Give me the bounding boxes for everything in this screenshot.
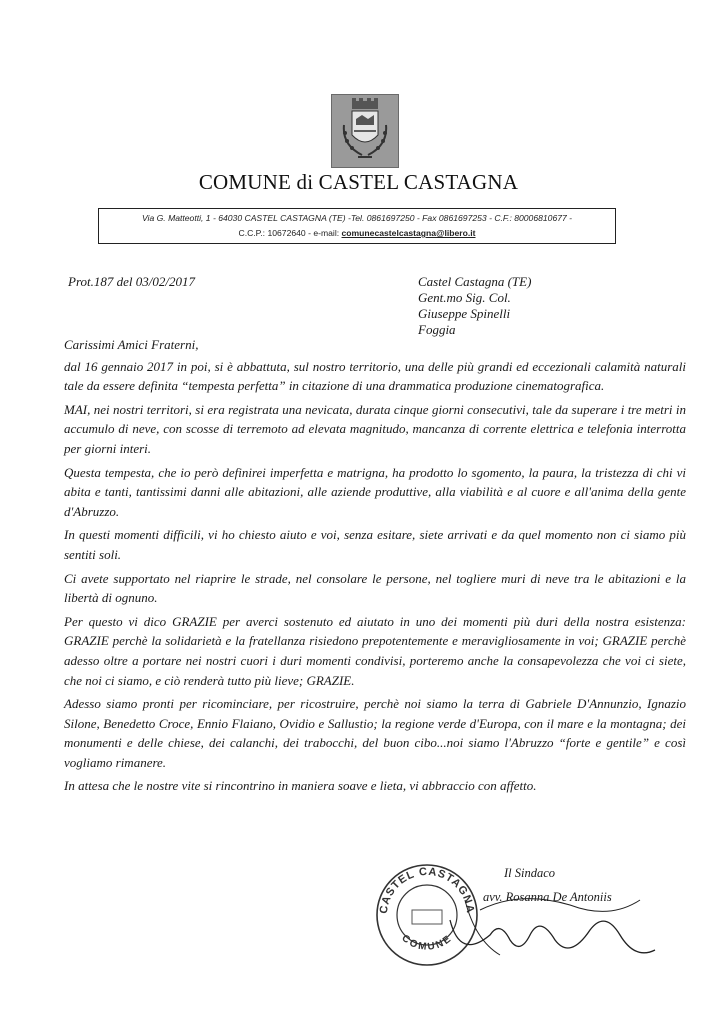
protocol-number: Prot.187 del 03/02/2017: [68, 274, 195, 289]
letter-paragraph: In attesa che le nostre vite si rincontrino in maniera soave e lieta, vi abbraccio con affetto.: [64, 778, 537, 794]
letter-paragraph: Adesso siamo pronti per ricominciare, per ricostruire, perchè noi siamo la terra di Gabriele D'Annunzio, Ignazio Silone, Benedetto Croce, Ennio Flaiano, Ovidio e Sallustio; la regione verde d'Europa, con il mare e la montagna; dei monumenti e delle chiese, dei calanchi, dei trabocchi, del buon cibo...noi siamo l'Abruzzo “forte e gentile” e così vogliamo rimanere.: [64, 696, 686, 770]
stamp-top-text: CASTEL CASTAGNA: [377, 865, 477, 915]
letter-paragraph: Ci avete supportato nel riaprire le strade, nel consolare le persone, nel togliere muri di neve tra le abitazioni e la libertà di ognuno.: [64, 570, 686, 606]
recipient-salutation: Gent.mo Sig. Col.: [418, 290, 511, 305]
stamp-bottom-text: COMUNE: [399, 932, 455, 953]
signature-name: avv. Rosanna De Antoniis: [483, 890, 612, 904]
signature-title: Il Sindaco: [504, 866, 556, 880]
municipality-emblem: [331, 94, 399, 168]
recipient-city: Foggia: [418, 322, 456, 337]
letter-paragraph: Per questo vi dico GRAZIE per averci sostenuto ed aiutato in uno dei momenti più duri della nostra esistenza: GRAZIE perchè la solidarietà e la fratellanza risiedono prepotentemente e meravigliosamente in voi; GRAZIE perchè adesso oltre a portare nei nostri cuori i duri momenti condivisi, porteremo anche la consapevolezza che voi ci siete, che noi ci siamo, e ciò renderà tutto più lieve; GRAZIE.: [64, 613, 686, 688]
municipality-title: COMUNE di CASTEL CASTAGNA: [198, 170, 519, 194]
letter-paragraph: In questi momenti difficili, vi ho chiesto aiuto e voi, senza esitare, siete arrivati e da quel momento non ci siamo più sentiti soli.: [64, 527, 686, 562]
letter-paragraph: MAI, nei nostri territori, si era registrata una nevicata, durata cinque giorni consecutivi, tale da superare i tre metri in accumulo di neve, con scosse di terremoto ad elevata magnitudo, mancanza di corrente elettrica e telefonia interrotta per giorni interi.: [64, 401, 686, 456]
letter-paragraph: Questa tempesta, che io però definirei imperfetta e matrigna, ha prodotto lo sgomento, la paura, la tristezza di chi vi abita e tanti, tantissimi danni alle abitazioni, alle aziende produttive, alla viabilità e al cuore e all'anima della gente d'Abruzzo.: [64, 464, 686, 519]
coat-of-arms-icon: [332, 95, 398, 167]
letter-body: [64, 335, 686, 800]
address-line: Via G. Matteotti, 1 - 64030 CASTEL CASTAGNA (TE) -Tel. 0861697250 - Fax 0861697253 - C.F.: 80006810677 -: [141, 213, 573, 223]
contact-line: [99, 226, 615, 241]
letter-paragraph: dal 16 gennaio 2017 in poi, si è abbattuta, sul nostro territorio, una delle più grandi ed eccezionali calamità naturali tale da essere definita “tempesta perfetta” in citazione di una drammatica produzione cinematografica.: [64, 358, 686, 394]
handwritten-signature-icon: [420, 880, 660, 970]
recipient-name: Giuseppe Spinelli: [418, 306, 511, 321]
recipient-place: Castel Castagna (TE): [418, 274, 532, 289]
email-link[interactable]: comunecastelcastagna@libero.it: [341, 228, 476, 238]
address-box: [98, 208, 616, 244]
letter-greeting: Carissimi Amici Fraterni,: [64, 337, 199, 352]
ccp-label: C.C.P.: 10672640 - e-mail:: [238, 228, 342, 238]
recipient-block: [418, 274, 531, 338]
